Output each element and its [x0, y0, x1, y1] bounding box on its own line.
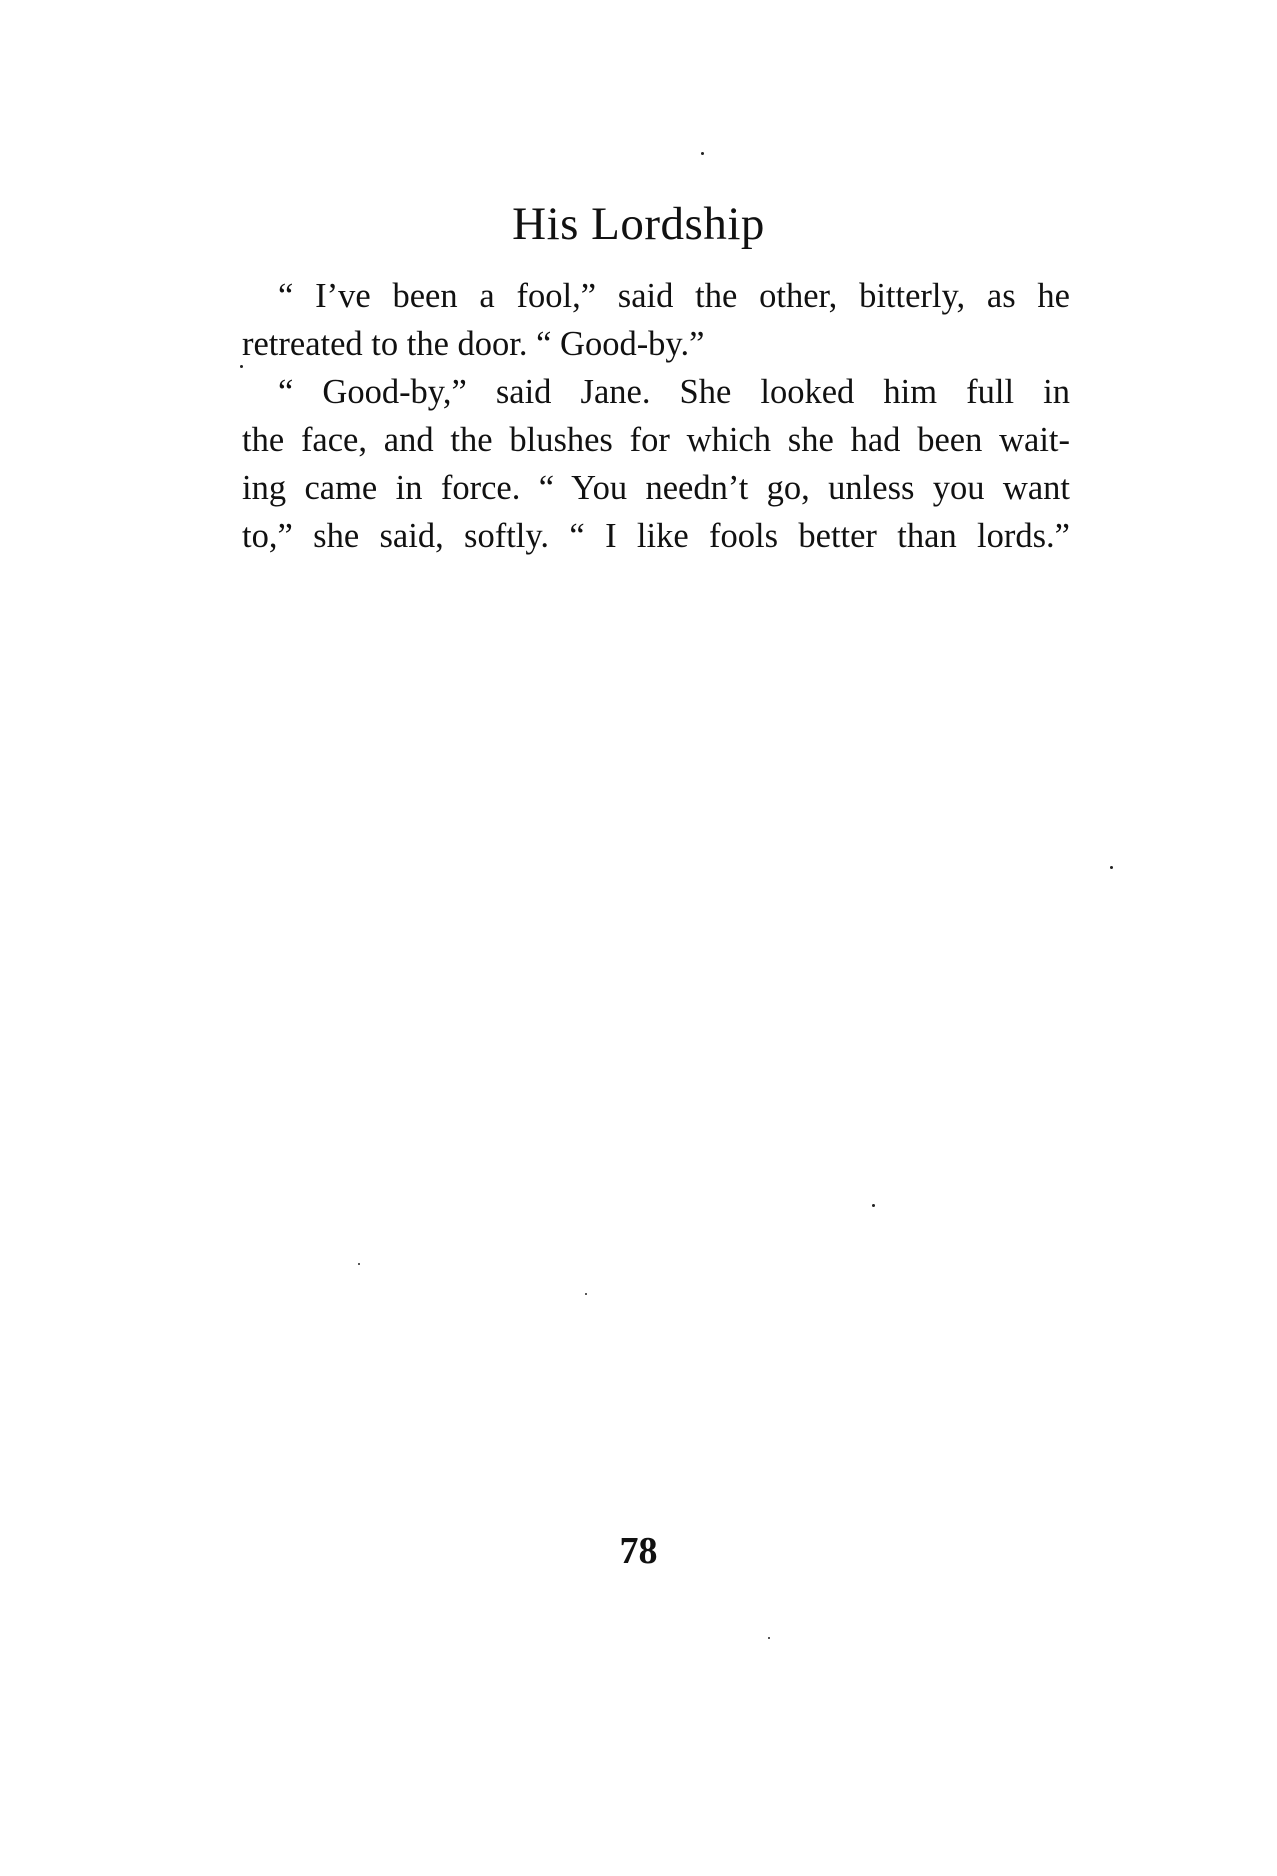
paragraph [242, 272, 1070, 368]
scan-speck [701, 152, 704, 155]
paragraph [242, 368, 1070, 560]
text-line: ing came in force. “ You needn’t go, unless you want [242, 469, 1070, 507]
scan-speck [240, 365, 243, 368]
text-line: “ Good-by,” said Jane. She looked him full in [278, 373, 1070, 411]
running-head: His Lordship [512, 198, 765, 250]
text-line: to,” she said, softly. “ I like fools better than lords.” [242, 517, 1070, 555]
scan-speck [585, 1293, 587, 1295]
scan-speck [768, 1637, 770, 1639]
scan-speck [358, 1263, 360, 1265]
text-line: the face, and the blushes for which she had been wait- [242, 421, 1070, 459]
scan-speck [872, 1204, 875, 1207]
text-line: retreated to the door. “ Good-by.” [242, 325, 705, 363]
text-line: “ I’ve been a fool,” said the other, bitterly, as he [278, 277, 1070, 315]
page-number: 78 [619, 1530, 658, 1572]
body-text [242, 272, 1070, 560]
scan-speck [1110, 866, 1113, 869]
